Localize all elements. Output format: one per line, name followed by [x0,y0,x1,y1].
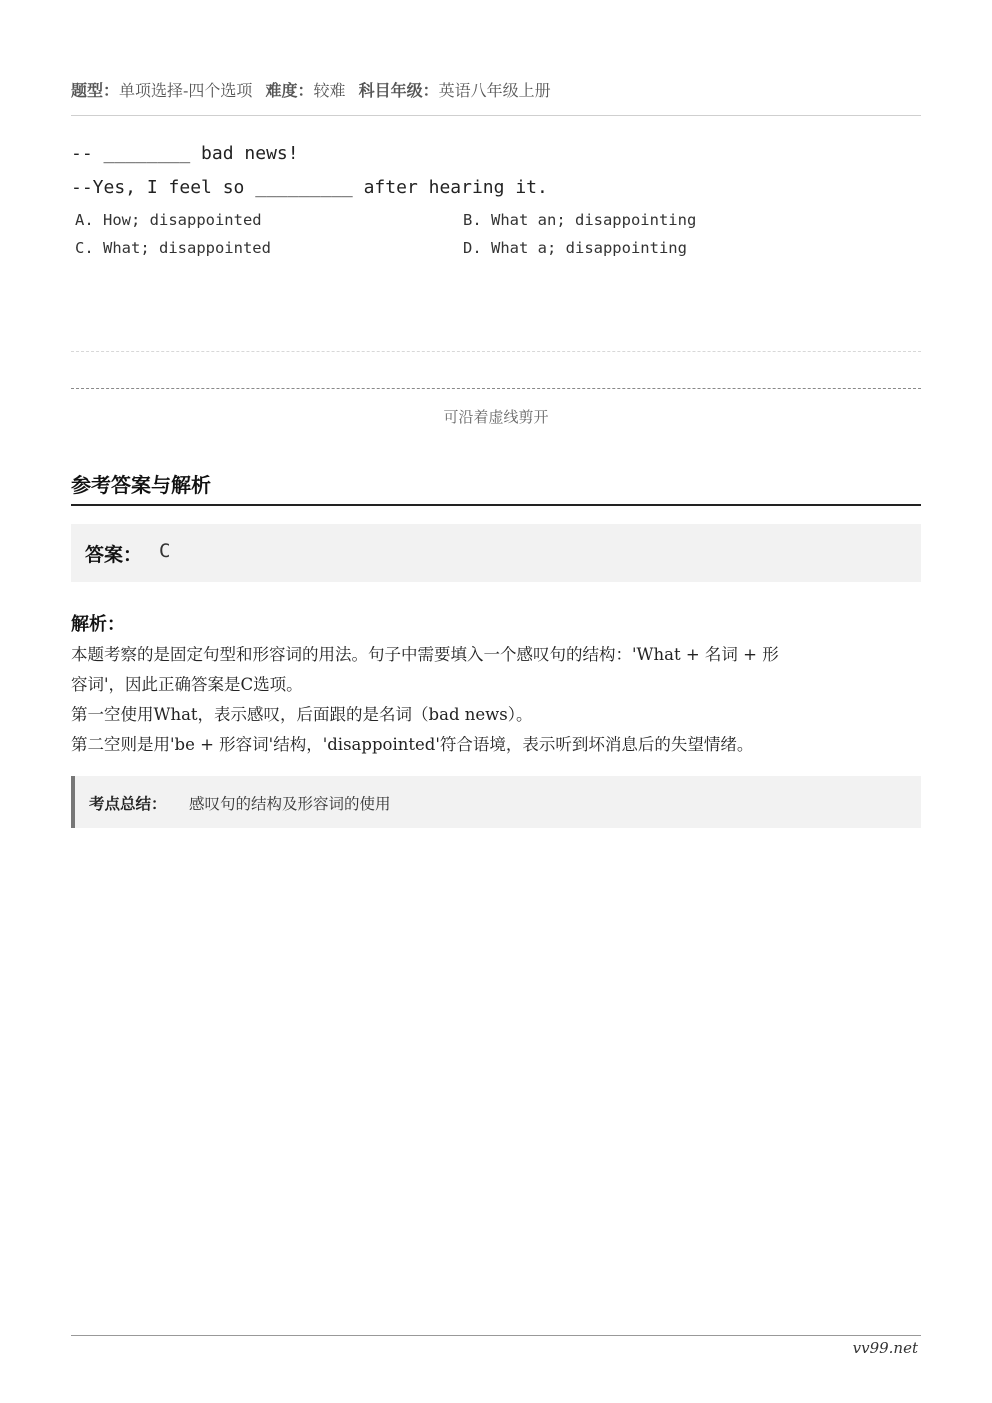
difficulty-value: 较难 [313,81,346,100]
answer-label: 答案： [85,544,143,566]
light-dashed-divider [71,351,921,352]
type-value: 单项选择-四个选项 [119,81,253,100]
cut-line [71,388,921,389]
analysis-line: 第二空则是用'be + 形容词'结构，'disappointed'符合语境，表示听到坏消息后的失望情绪。 [71,735,754,754]
summary-box [71,776,921,828]
option-d: D. What a; disappointing [463,239,687,257]
meta-divider [71,115,921,116]
option-a: A. How; disappointed [75,211,262,229]
analysis-line: 容词'，因此正确答案是C选项。 [71,675,303,694]
option-b: B. What an; disappointing [463,211,697,229]
analysis-label: 解析： [71,614,125,635]
question-meta [71,78,559,101]
answer-section-title: 参考答案与解析 [71,473,211,497]
question-stem-line-1: -- ________ bad news! [71,143,299,164]
question-stem-line-2: --Yes, I feel so _________ after hearing it. [71,177,548,198]
footer-divider [71,1335,921,1336]
summary-value: 感叹句的结构及形容词的使用 [189,795,391,813]
difficulty-label: 难度： [265,81,314,100]
analysis-line: 第一空使用What，表示感叹，后面跟的是名词（bad news）。 [71,705,533,724]
answer-box [71,524,921,582]
section-divider [71,504,921,506]
option-c: C. What; disappointed [75,239,271,257]
subject-value: 英语八年级上册 [438,81,551,100]
footer-site: vv99.net [852,1339,918,1357]
answer-value: C [159,540,171,562]
analysis-line: 本题考察的是固定句型和形容词的用法。句子中需要填入一个感叹句的结构：'What + 名词 + 形 [71,645,779,664]
cut-hint: 可沿着虚线剪开 [443,408,549,426]
subject-label: 科目年级： [358,81,439,100]
summary-label: 考点总结： [89,795,167,813]
type-label: 题型： [71,81,120,100]
